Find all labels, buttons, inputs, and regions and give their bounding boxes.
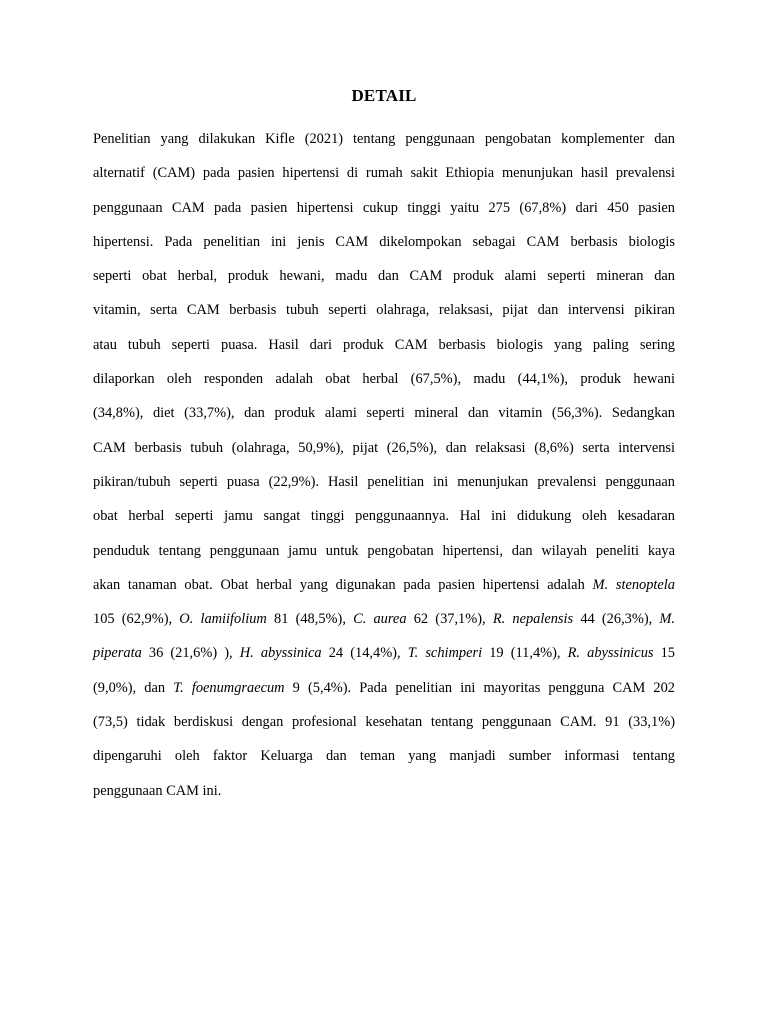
text-run: vitamin, serta CAM berbasis tubuh seperti olahraga, relaksasi, pijat dan intervensi pikiran <box>93 302 675 319</box>
paragraph-line <box>93 293 675 327</box>
species-name: R. nepalensis <box>492 611 574 628</box>
paragraph-line <box>93 465 675 499</box>
text-run: akan tanaman obat. Obat herbal yang digunakan pada pasien hipertensi adalah <box>93 576 593 593</box>
species-name: O. lamiifolium <box>179 611 267 628</box>
species-name: R. abyssinicus <box>567 645 654 662</box>
paragraph-line <box>93 328 675 362</box>
text-run: dilaporkan oleh responden adalah obat herbal (67,5%), madu (44,1%), produk hewani <box>93 371 675 388</box>
paragraph-line <box>93 568 675 602</box>
text-run: hipertensi. Pada penelitian ini jenis CAM dikelompokan sebagai CAM berbasis biologis <box>93 233 675 250</box>
text-run: penduduk tentang penggunaan jamu untuk pengobatan hipertensi, dan wilayah peneliti kaya <box>93 542 675 559</box>
species-name: M. stenoptela <box>592 576 675 593</box>
paragraph-line <box>93 739 675 773</box>
text-run: atau tubuh seperti puasa. Hasil dari produk CAM berbasis biologis yang paling sering <box>93 336 675 353</box>
text-run: CAM berbasis tubuh (olahraga, 50,9%), pijat (26,5%), dan relaksasi (8,6%) serta intervensi <box>93 439 675 456</box>
paragraph-line <box>93 636 675 670</box>
paragraph-line <box>93 602 675 636</box>
body-paragraph <box>93 122 675 808</box>
paragraph-line <box>93 396 675 430</box>
text-run: dipengaruhi oleh faktor Keluarga dan teman yang manjadi sumber informasi tentang <box>93 748 675 765</box>
text-run: alternatif (CAM) pada pasien hipertensi di rumah sakit Ethiopia menunjukan hasil prevalensi <box>93 165 675 182</box>
text-run: 15 <box>653 645 675 662</box>
text-run: 44 (26,3%), <box>573 611 660 628</box>
paragraph-line <box>93 431 675 465</box>
species-name: T. schimperi <box>407 645 483 662</box>
paragraph-line <box>93 499 675 533</box>
species-name: C. aurea <box>353 611 407 628</box>
text-run: penggunaan CAM pada pasien hipertensi cukup tinggi yaitu 275 (67,8%) dari 450 pasien <box>93 199 675 216</box>
text-run: 81 (48,5%), <box>266 611 354 628</box>
paragraph-line <box>93 705 675 739</box>
text-run: 9 (5,4%). Pada penelitian ini mayoritas pengguna CAM 202 <box>284 679 675 696</box>
paragraph-line <box>93 671 675 705</box>
text-run: obat herbal seperti jamu sangat tinggi penggunaannya. Hal ini didukung oleh kesadaran <box>93 508 675 525</box>
text-run: penggunaan CAM ini. <box>93 782 222 799</box>
text-run: 105 (62,9%), <box>93 611 180 628</box>
document-title: DETAIL <box>351 86 417 105</box>
text-run: (73,5) tidak berdiskusi dengan profesional kesehatan tentang penggunaan CAM. 91 (33,1%) <box>93 714 675 731</box>
text-run: seperti obat herbal, produk hewani, madu dan CAM produk alami seperti mineran dan <box>93 268 675 285</box>
paragraph-line <box>93 774 675 808</box>
species-name: M. <box>659 611 676 628</box>
paragraph-line <box>93 534 675 568</box>
paragraph-line <box>93 156 675 190</box>
species-name: H. abyssinica <box>239 645 322 662</box>
paragraph-line <box>93 259 675 293</box>
paragraph-line <box>93 122 675 156</box>
text-run: (9,0%), dan <box>93 679 174 696</box>
text-run: Penelitian yang dilakukan Kifle (2021) tentang penggunaan pengobatan komplementer dan <box>93 131 675 147</box>
paragraph-line <box>93 225 675 259</box>
text-run: 19 (11,4%), <box>482 645 568 662</box>
text-run: 62 (37,1%), <box>406 611 493 628</box>
species-name: T. foenumgraecum <box>173 679 285 696</box>
paragraph-line <box>93 362 675 396</box>
paragraph-line <box>93 191 675 225</box>
text-run: (34,8%), diet (33,7%), dan produk alami seperti mineral dan vitamin (56,3%). Sedangkan <box>93 405 675 422</box>
text-run: 36 (21,6%) ), <box>141 645 240 662</box>
species-name: piperata <box>93 645 142 662</box>
text-run: 24 (14,4%), <box>321 645 408 662</box>
text-run: pikiran/tubuh seperti puasa (22,9%). Hasil penelitian ini menunjukan prevalensi penggunaan <box>93 473 675 490</box>
